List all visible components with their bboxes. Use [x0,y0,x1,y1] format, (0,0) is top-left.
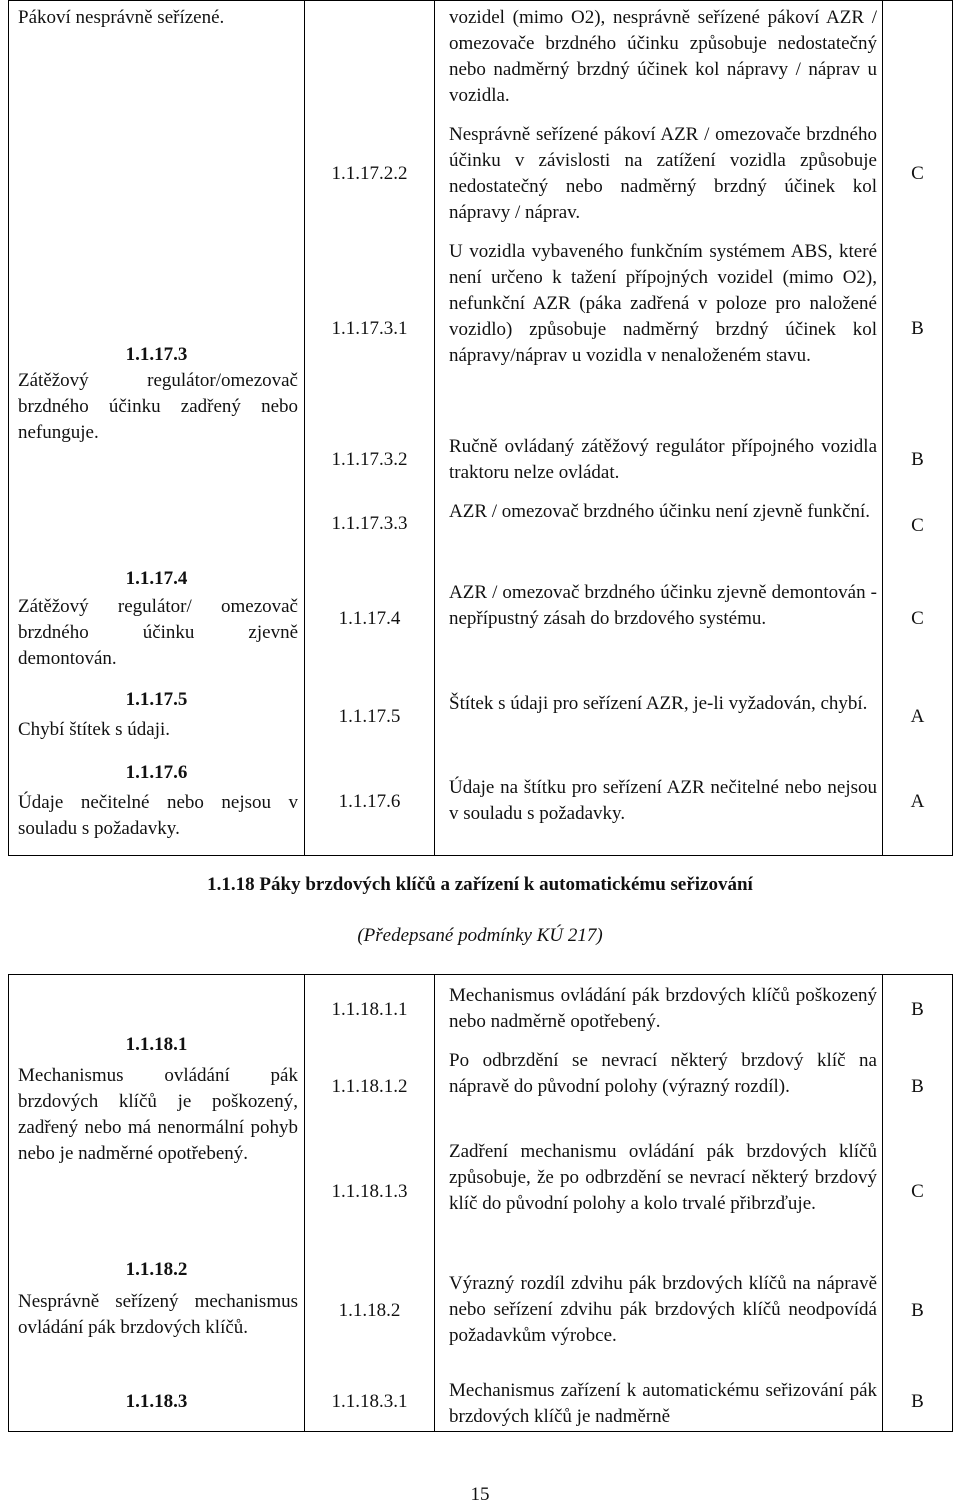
code-1-1-17-6: 1.1.17.6 [338,791,401,812]
defect-description-column [9,1,305,856]
group-text-1-1-18-1: Mechanismus ovládání pák brzdových klíčů je poškozený, zadřený nebo má nenormální pohyb nebo je nadměrné opotřebený. [18,1065,298,1164]
group-text-1-1-17-6: Údaje nečitelné nebo nejsou v souladu s požadavky. [18,792,298,839]
code-1-1-18-1-1: 1.1.18.1.1 [331,999,408,1020]
code-1-1-17-3-2: 1.1.17.3.2 [331,449,408,470]
desc-1-1-17-4: AZR / omezovač brzdného účinku zjevně demontován - nepřípustný zásah do brzdového systému. [449,582,877,629]
desc-1-1-17-3-3: AZR / omezovač brzdného účinku není zjevně funkční. [449,501,871,522]
grade-1-1-17-3-1: B [911,318,924,339]
grade-1-1-18-3-1: B [911,1391,924,1412]
desc-1-1-17-5: Štítek s údaji pro seřízení AZR, je-li vyžadován, chybí. [449,693,868,714]
section-heading: 1.1.18 Páky brzdových klíčů a zařízení k automatickému seřizování [207,874,753,895]
grade-column [883,975,953,1432]
defects-table-1117 [8,0,953,856]
grade-1-1-18-1-2: B [911,1076,924,1097]
defects-table-1118 [8,974,953,1432]
grade-column [883,1,953,856]
desc-1-1-18-1-3: Zadření mechanismu ovládání pák brzdových klíčů způsobuje, že po odbrzdění se nevrací některý brzdový klíč do původní polohy a kolo trvalé přibrzďuje. [449,1141,877,1214]
grade-1-1-17-6: A [910,791,925,812]
grade-1-1-18-2: B [911,1300,924,1321]
code-1-1-17-4: 1.1.17.4 [338,608,401,629]
code-column [305,975,435,1432]
grade-1-1-18-1-1: B [911,999,924,1020]
desc-1-1-17-3-1: U vozidla vybaveného funkčním systémem ABS, které není určeno k tažení přípojných vozidel (mimo O2), nefunkční AZR (páka zadřená v poloze pro naložené vozidlo) způsobuje nadměrný brzdný účinek kol nápravy/náprav u vozidla v nenaloženém stavu. [449,241,877,366]
grade-1-1-17-5: A [910,706,925,727]
grade-1-1-17-4: C [911,608,924,629]
grade-1-1-17-3-3: C [911,515,924,536]
group-code-1-1-18-2: 1.1.18.2 [125,1259,188,1280]
group-code-1-1-18-1: 1.1.18.1 [125,1034,188,1055]
desc-1-1-18-2: Výrazný rozdíl zdvihu pák brzdových klíčů na nápravě nebo seřízení zdvihu pák brzdových klíčů neodpovídá požadavkům výrobce. [449,1273,877,1346]
page-number: 15 [470,1484,490,1505]
grade-1-1-18-1-3: C [911,1181,924,1202]
code-1-1-17-5: 1.1.17.5 [338,706,401,727]
group-code-1-1-17-5: 1.1.17.5 [125,689,188,710]
description-column [435,975,883,1432]
desc-1-1-17-2-2: Nesprávně seřízené pákoví AZR / omezovače brzdného účinku v závislosti na zatížení vozidla způsobuje nedostatečný nebo nadměrný brzdný účinek kol nápravy / náprav. [449,124,877,223]
group-code-1-1-17-3: 1.1.17.3 [125,344,188,365]
group-code-1-1-17-6: 1.1.17.6 [125,762,188,783]
desc-1-1-18-1-1: Mechanismus ovládání pák brzdových klíčů poškozený nebo nadměrně opotřebený. [449,985,877,1032]
code-1-1-18-3-1: 1.1.18.3.1 [331,1391,408,1412]
defect-description-column [9,975,305,1432]
code-1-1-18-2: 1.1.18.2 [338,1300,401,1321]
desc-1-1-18-1-2: Po odbrzdění se nevrací některý brzdový klíč na nápravě do původní polohy (výrazný rozdíl). [449,1050,877,1097]
desc-1-1-17-6: Údaje na štítku pro seřízení AZR nečitelné nebo nejsou v souladu s požadavky. [449,777,877,824]
grade-1-1-17-3-2: B [911,449,924,470]
code-1-1-17-3-1: 1.1.17.3.1 [331,318,408,339]
desc-1-1-18-3-1: Mechanismus zařízení k automatickému seřizování pák brzdových klíčů je nadměrně [449,1380,877,1427]
group-text-1-1-17-4: Zátěžový regulátor/ omezovač brzdného účinku zjevně demontován. [18,596,298,669]
section-subheading: (Předepsané podmínky KÚ 217) [357,925,603,946]
group-code-1-1-18-3: 1.1.18.3 [125,1391,188,1412]
code-1-1-18-1-2: 1.1.18.1.2 [331,1076,408,1097]
code-1-1-17-3-3: 1.1.17.3.3 [331,513,408,534]
code-column [305,1,435,856]
grade-1-1-17-2-2: C [911,163,924,184]
code-1-1-18-1-3: 1.1.18.1.3 [331,1181,408,1202]
group-text-1-1-17-3: Zátěžový regulátor/omezovač brzdného účinku zadřený nebo nefunguje. [18,370,298,443]
group-code-1-1-17-4: 1.1.17.4 [125,568,188,589]
linkage-defect-text: Pákoví nesprávně seřízené. [18,7,225,28]
description-column [435,1,883,856]
desc-1-1-17-3-2: Ručně ovládaný zátěžový regulátor přípojného vozidla traktoru nelze ovládat. [449,436,877,483]
group-text-1-1-18-2: Nesprávně seřízený mechanismus ovládání pák brzdových klíčů. [18,1291,298,1338]
group-text-1-1-17-5: Chybí štítek s údaji. [18,719,170,740]
code-1-1-17-2-2: 1.1.17.2.2 [331,163,408,184]
desc-continued: vozidel (mimo O2), nesprávně seřízené pákoví AZR / omezovače brzdného účinku způsobuje nedostatečný nebo nadměrný brzdný účinek kol nápravy / náprav u vozidla. [449,7,877,106]
